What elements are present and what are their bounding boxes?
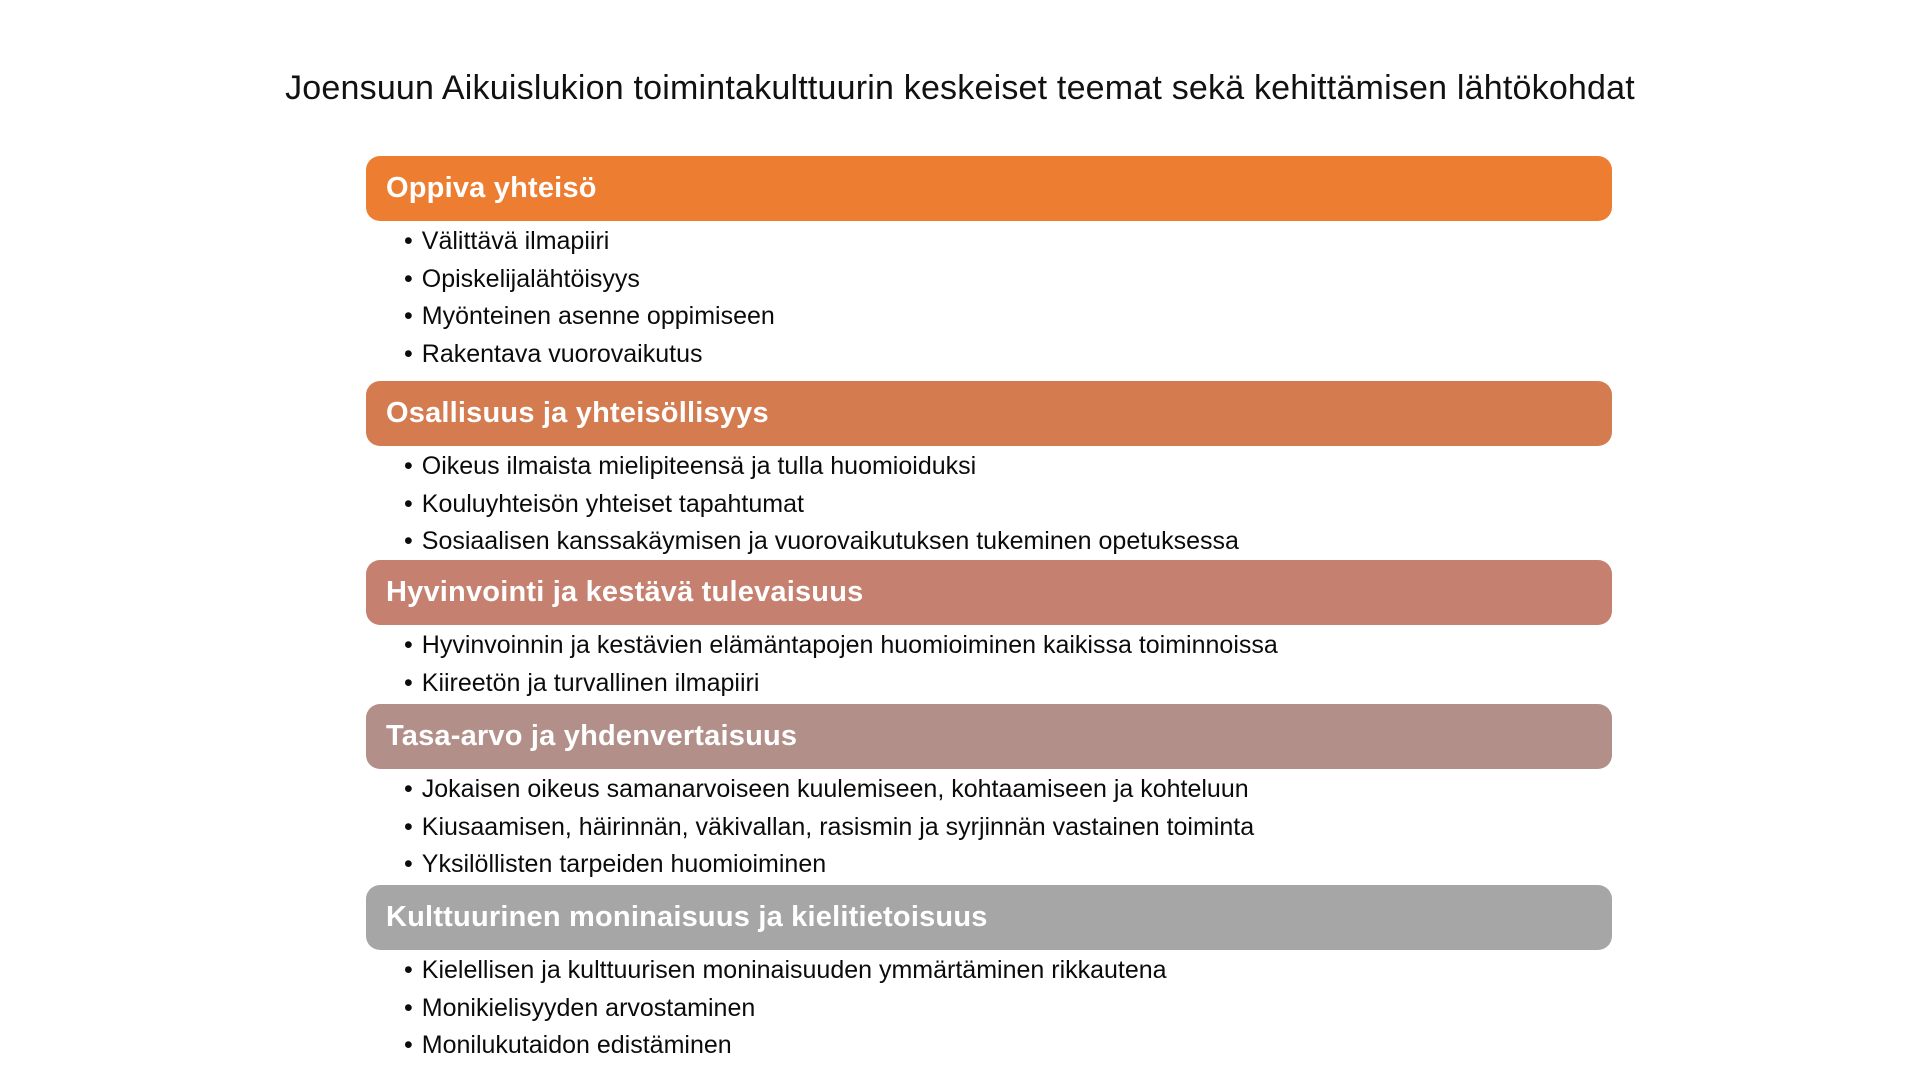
- bullet-item: [404, 448, 1612, 486]
- bullet-text: Yksilöllisten tarpeiden huomioiminen: [421, 850, 827, 878]
- bullet-list: [366, 950, 1612, 1065]
- bullet-text: Kouluyhteisön yhteiset tapahtumat: [421, 489, 804, 518]
- bullet-item: [404, 261, 1612, 299]
- bullet-list: [366, 769, 1612, 884]
- section-header-bar: [366, 560, 1612, 625]
- section-header-bar: [366, 704, 1612, 769]
- bullet-text: Oikeus ilmaista mielipiteensä ja tulla huomioiduksi: [421, 452, 977, 480]
- bullet-text: Myönteinen asenne oppimiseen: [421, 302, 775, 330]
- bullet-text: Monikielisyyden arvostaminen: [421, 993, 756, 1022]
- section-oppiva-yhteiso: [366, 156, 1612, 373]
- bullet-item: [404, 336, 1612, 374]
- bullet-item: [404, 486, 1612, 524]
- bullet-text: Rakentava vuorovaikutus: [421, 339, 703, 368]
- bullet-icon: •: [404, 264, 413, 293]
- bullet-icon: •: [404, 668, 413, 697]
- section-title: Osallisuus ja yhteisöllisyys: [386, 397, 769, 429]
- bullet-text: Kielellisen ja kulttuurisen moninaisuuden ymmärtäminen rikkautena: [421, 956, 1167, 984]
- section-header-bar: [366, 381, 1612, 446]
- bullet-text: Hyvinvoinnin ja kestävien elämäntapojen huomioiminen kaikissa toiminnoissa: [421, 631, 1278, 659]
- bullet-icon: •: [404, 850, 413, 878]
- bullet-icon: •: [404, 993, 413, 1022]
- section-tasa-arvo: [366, 704, 1612, 884]
- bullet-icon: •: [404, 302, 413, 330]
- bullet-icon: •: [404, 452, 413, 480]
- bullet-list: [366, 625, 1612, 702]
- bullet-icon: •: [404, 1031, 413, 1059]
- bullet-text: Jokaisen oikeus samanarvoiseen kuulemiseen, kohtaamiseen ja kohteluun: [421, 775, 1249, 803]
- bullet-text: Monilukutaidon edistäminen: [421, 1031, 732, 1059]
- section-header-bar: [366, 885, 1612, 950]
- bullet-icon: •: [404, 775, 413, 803]
- bullet-icon: •: [404, 227, 413, 255]
- bullet-item: [404, 223, 1612, 261]
- bullet-list: [366, 221, 1612, 373]
- bullet-item: [404, 990, 1612, 1028]
- section-osallisuus: [366, 381, 1612, 561]
- bullet-icon: •: [404, 956, 413, 984]
- page-title: Joensuun Aikuislukion toimintakulttuurin keskeiset teemat sekä kehittämisen lähtökohdat: [285, 69, 1635, 107]
- bullet-text: Kiusaamisen, häirinnän, väkivallan, rasismin ja syrjinnän vastainen toiminta: [421, 812, 1255, 841]
- bullet-text: Sosiaalisen kanssakäymisen ja vuorovaikutuksen tukeminen opetuksessa: [421, 527, 1239, 555]
- bullet-text: Kiireetön ja turvallinen ilmapiiri: [421, 668, 760, 697]
- bullet-text: Opiskelijalähtöisyys: [421, 264, 640, 293]
- bullet-item: [404, 771, 1612, 809]
- bullet-item: [404, 809, 1612, 847]
- bullet-item: [404, 1027, 1612, 1065]
- bullet-text: Välittävä ilmapiiri: [421, 227, 610, 255]
- bullet-item: [404, 627, 1612, 665]
- bullet-icon: •: [404, 339, 413, 368]
- bullet-item: [404, 298, 1612, 336]
- bullet-icon: •: [404, 631, 413, 659]
- section-title: Kulttuurinen moninaisuus ja kielitietoisuus: [386, 901, 988, 933]
- section-header-bar: [366, 156, 1612, 221]
- section-title: Oppiva yhteisö: [386, 172, 597, 204]
- bullet-list: [366, 446, 1612, 561]
- bullet-item: [404, 952, 1612, 990]
- bullet-icon: •: [404, 527, 413, 555]
- section-title: Tasa-arvo ja yhdenvertaisuus: [386, 720, 798, 752]
- content-column: [366, 0, 1612, 1080]
- bullet-item: [404, 665, 1612, 703]
- section-kulttuurinen-moninaisuus: [366, 885, 1612, 1065]
- section-title: Hyvinvointi ja kestävä tulevaisuus: [386, 576, 864, 608]
- bullet-icon: •: [404, 489, 413, 518]
- bullet-item: [404, 523, 1612, 561]
- bullet-item: [404, 846, 1612, 884]
- bullet-icon: •: [404, 812, 413, 841]
- section-hyvinvointi: [366, 560, 1612, 702]
